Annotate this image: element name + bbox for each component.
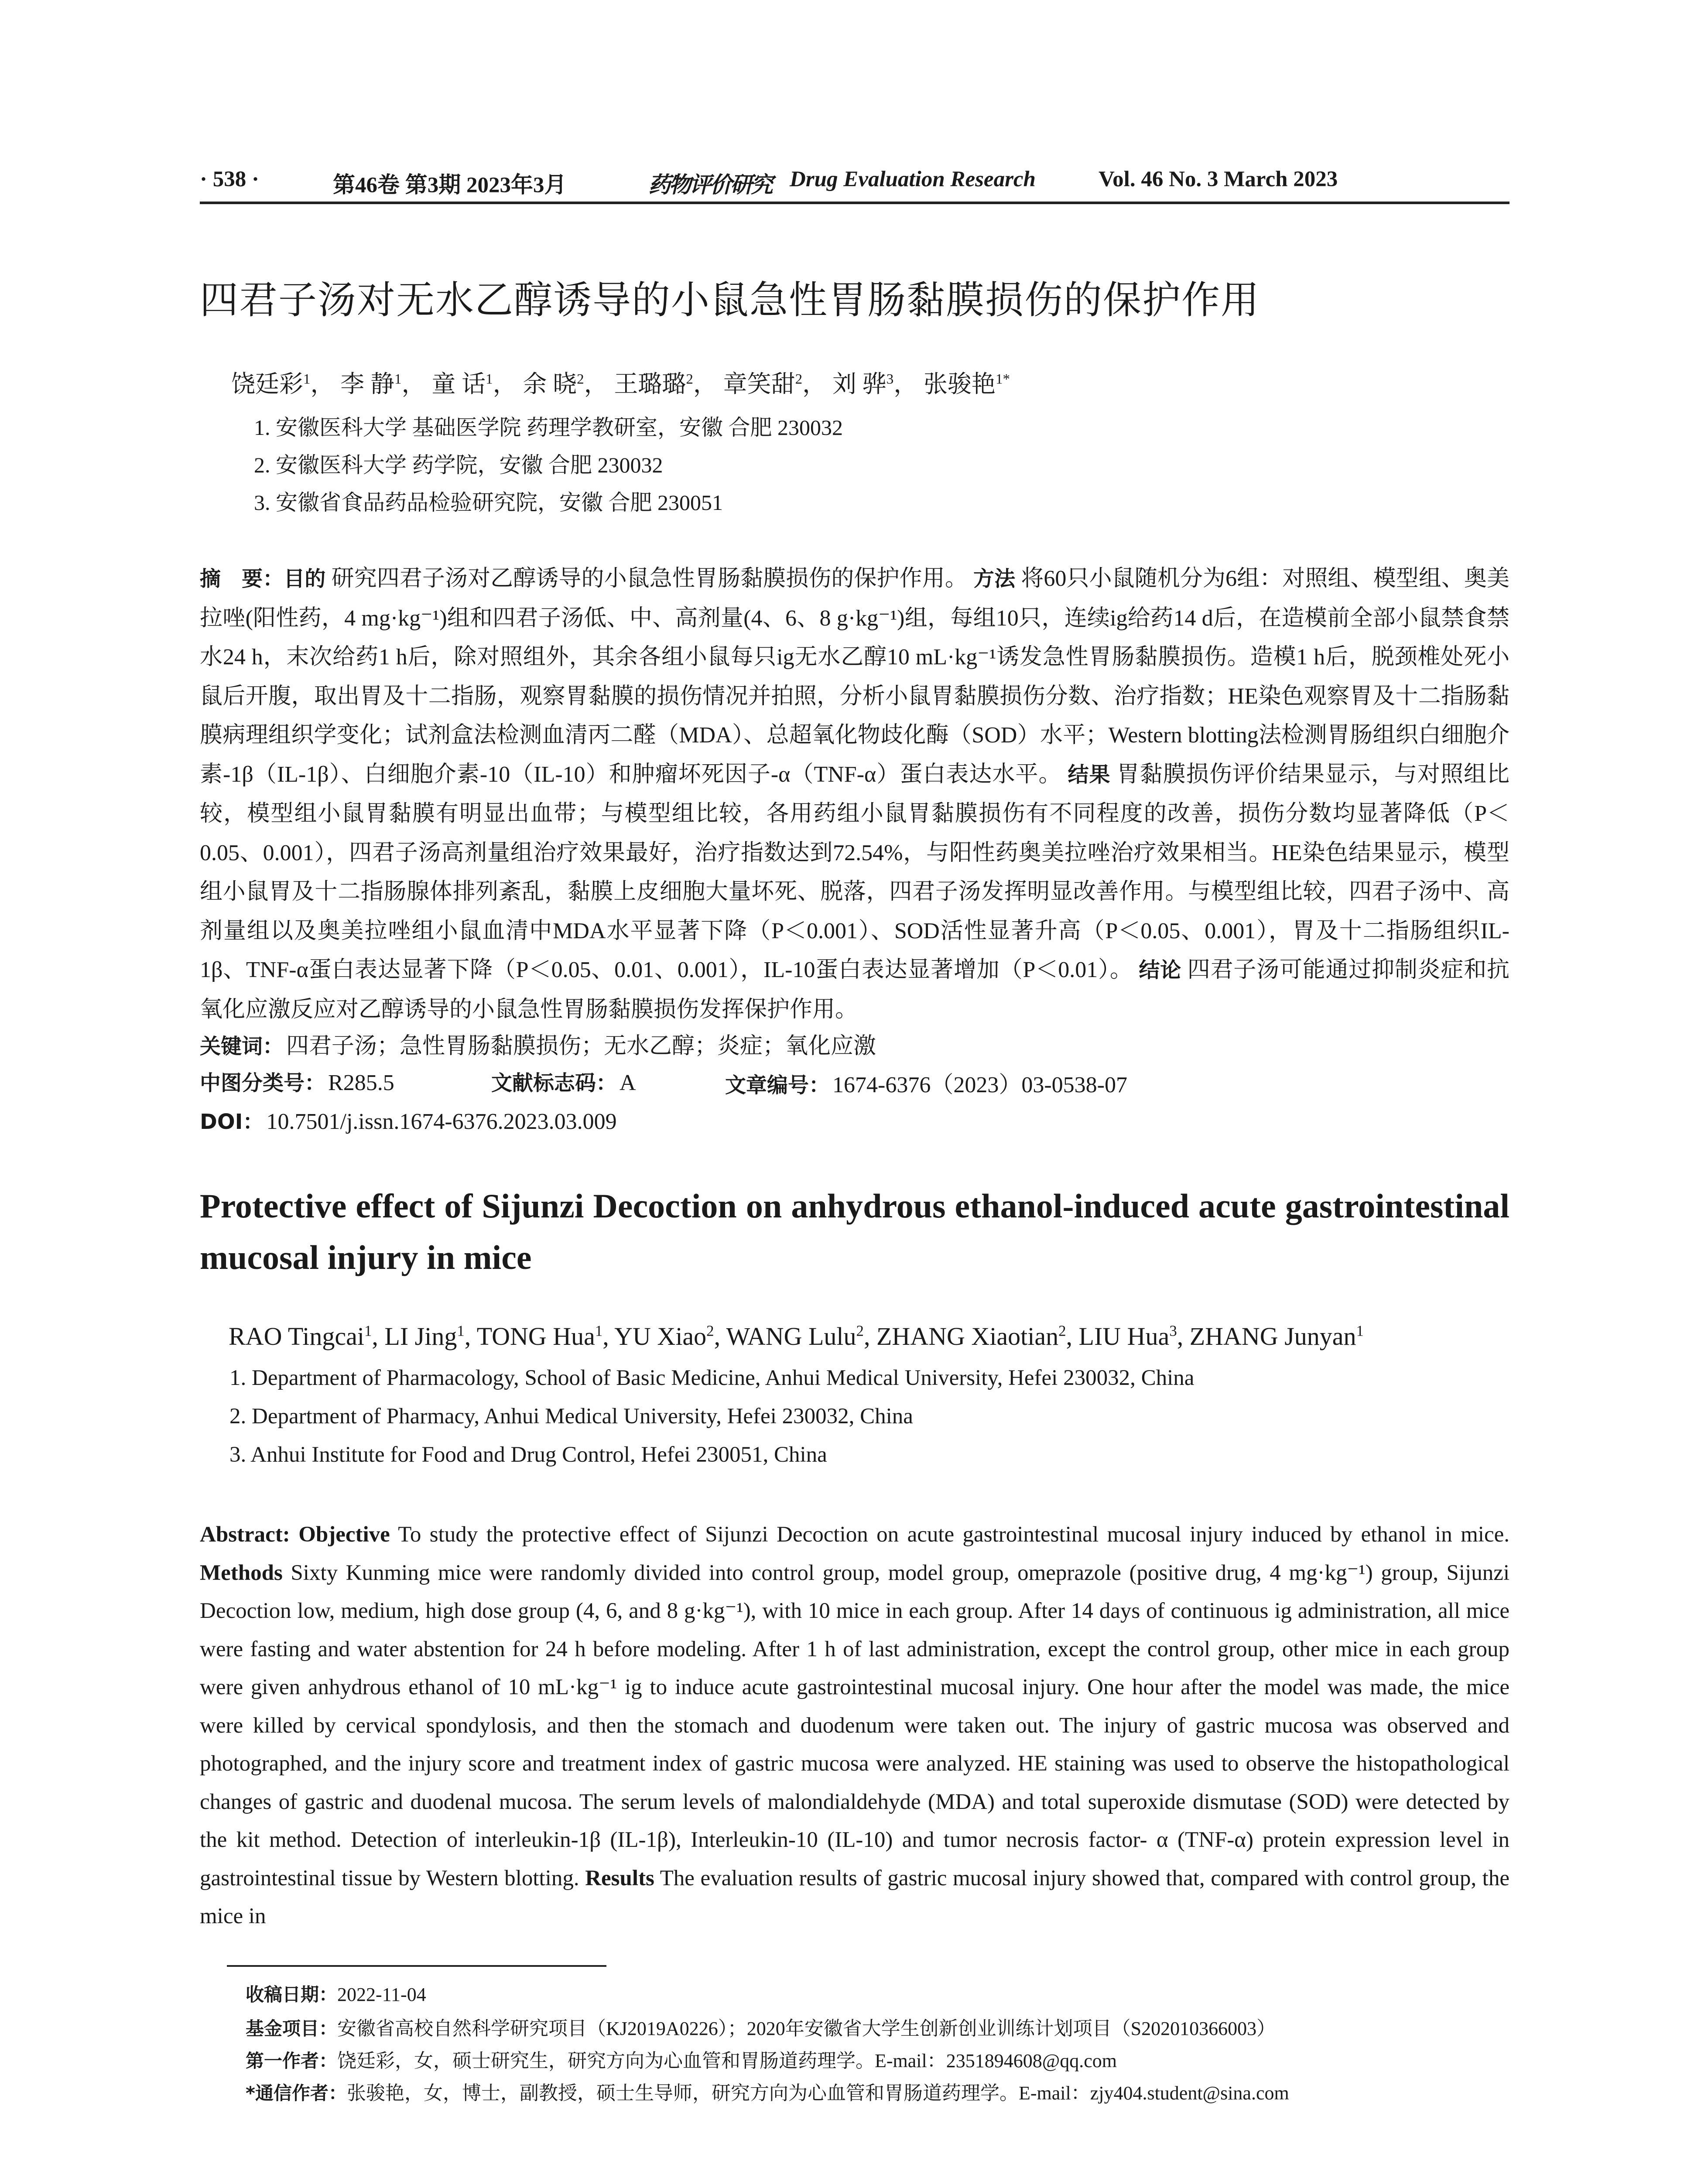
footnote-fund [246,2013,1276,2041]
author-en: RAO Tingcai [229,1322,365,1350]
running-header [200,167,1509,202]
author-cn: 王璐璐 [614,371,686,397]
author-en: LIU Hua [1078,1322,1170,1350]
methods-label-cn: 方法 [973,567,1016,591]
author-sup: 1 [364,1322,372,1340]
methods-label-en: Methods [200,1560,283,1585]
journal-logo: 药物评价研究 [648,172,772,198]
author-sup: 1 [595,1322,603,1340]
methods-text-en: Sixty Kunming mice were randomly divided into control group, model group, omeprazole (positive drug, 4 mg·kg⁻¹) group, Sijunzi Decoction low, medium, high dose group (4, 6, and 8 g·kg⁻¹), with 10 mice in each group. After 14 days of continuous ig administration, all mice were fasting and water abstention for 24 h before modeling. After 1 h of last administration, except the control group, other mice in each group were given anhydrous ethanol of 10 mL·kg⁻¹ ig to induce acute gastrointestinal mucosal injury. One hour after the model was made, the mice were killed by cervical spondylosis, and then the stomach and duodenum were taken out. The injury of gastric mucosa was observed and photographed, and the injury score and treatment index of gastric mucosa were analyzed. HE staining was used to observe the histopathological changes of gastric and duodenal mucosa. The serum levels of malondialdehyde (MDA) and total superoxide dismutase (SOD) were detected by the kit method. Detection of interleukin-1β (IL-1β), Interleukin-10 (IL-10) and tumor necrosis factor- α (TNF-α) protein expression level in gastrointestinal tissue by Western blotting. [200,1560,1510,1890]
author-sup: 1 [394,371,402,387]
footnote-first-author [246,2045,1117,2073]
author-sup: 3 [1169,1322,1177,1340]
first-author-text: 饶廷彩，女，硕士研究生，研究方向为心血管和胃肠道药理学。E-mail：2351894608@qq.com [337,2050,1117,2072]
author-sup: 3 [886,371,894,387]
affiliation-en: 3. Anhui Institute for Food and Drug Control, Hefei 230051, China [229,1443,827,1467]
results-text-en: The evaluation results of gastric mucosal injury showed that, compared with control group, the mice in [200,1866,1509,1928]
objective-label-en: Objective [298,1522,390,1547]
author-sup: 2 [577,371,584,387]
author-en: ZHANG Xiaotian [876,1322,1059,1350]
objective-text-cn: 研究四君子汤对乙醇诱导的小鼠急性胃肠黏膜损伤的保护作用。 [331,566,968,591]
footnote-rule [227,1965,606,1967]
methods-text-cn: 将60只小鼠随机分为6组：对照组、模型组、奥美拉唑(阳性药，4 mg·kg⁻¹)组和四君子汤低、中、高剂量(4、6、8 g·kg⁻¹)组，每组10只，连续ig给药14 d后，在造模前全部小鼠禁食禁水24 h，末次给药1 h后，除对照组外，其余各组小鼠每只ig无水乙醇10 mL·kg⁻¹诱发急性胃肠黏膜损伤。造模1 h后，脱颈椎处死小鼠后开腹，取出胃及十二指肠，观察胃黏膜的损伤情况并拍照，分析小鼠胃黏膜损伤分数、治疗指数；HE染色观察胃及十二指肠黏膜病理组织学变化；试剂盒法检测血清丙二醛（MDA）、总超氧化物歧化酶（SOD）水平；Western blotting法检测胃肠组织白细胞介素-1β（IL-1β）、白细胞介素-10（IL-10）和肿瘤坏死因子-α（TNF-α）蛋白表达水平。 [200,566,1510,787]
footnote-received [246,1980,426,2007]
author-en: ZHANG Junyan [1189,1322,1356,1350]
keywords-line [200,1027,876,1060]
doc-code-line [491,1066,636,1096]
doc-code-value: A [620,1070,636,1095]
title-cn: 四君子汤对无水乙醇诱导的小鼠急性胃肠黏膜损伤的保护作用 [200,277,1260,322]
author-sup: 1 [457,1322,465,1340]
doi-value: 10.7501/j.issn.1674-6376.2023.03.009 [266,1109,617,1134]
author-en: YU Xiao [614,1322,707,1350]
author-cn: 饶廷彩 [231,371,304,397]
classification-line [200,1066,394,1096]
article-no-value: 1674-6376（2023）03-0538-07 [832,1073,1127,1097]
abstract-en [200,1516,1509,1936]
conclusion-text-cn: 四君子汤可能通过抑制炎症和抗氧化应激反应对乙醇诱导的小鼠急性胃肠黏膜损伤发挥保护作用。 [200,957,1510,1022]
results-text-cn: 胃黏膜损伤评价结果显示，与对照组比较，模型组小鼠胃黏膜有明显出血带；与模型组比较，各用药组小鼠胃黏膜损伤有不同程度的改善，损伤分数均显著降低（P＜0.05、0.001），四君子汤高剂量组治疗效果最好，治疗指数达到72.54%，与阳性药奥美拉唑治疗效果相当。HE染色结果显示，模型组小鼠胃及十二指肠腺体排列紊乱，黏膜上皮细胞大量坏死、脱落，四君子汤发挥明显改善作用。与模型组比较，四君子汤中、高剂量组以及奥美拉唑组小鼠血清中MDA水平显著下降（P＜0.001）、SOD活性显著升高（P＜0.05、0.001），胃及十二指肠组织IL-1β、TNF-α蛋白表达显著下降（P＜0.05、0.01、0.001），IL-10蛋白表达显著增加（P＜0.01）。 [200,762,1510,982]
issue-en: Vol. 46 No. 3 March 2023 [1099,167,1338,191]
author-sup: 1* [995,371,1010,387]
author-cn: 刘 骅 [832,371,887,397]
author-cn: 余 晓 [523,371,577,397]
page-number: · 538 · [200,167,260,191]
author-cn: 张骏艳 [923,371,996,397]
first-author-label: 第一作者： [246,2050,338,2072]
header-rule [200,202,1509,204]
clc-label: 中图分类号： [200,1071,326,1095]
affiliation-cn: 3. 安徽省食品药品检验研究院，安徽 合肥 230051 [254,490,723,515]
footnote-corresponding [246,2077,1289,2105]
objective-text-en: To study the protective effect of Sijunzi Decoction on acute gastrointestinal mucosal injury induced by ethanol in mice. [398,1522,1509,1547]
article-no-label: 文章编号： [725,1073,830,1097]
doi-line [200,1105,617,1135]
title-en: Protective effect of Sijunzi Decoction on anhydrous ethanol-induced acute gastrointestinal mucosal injury in mice [200,1187,1509,1276]
author-en: TONG Hua [476,1322,595,1350]
author-sup: 2 [856,1322,864,1340]
affiliation-en: 1. Department of Pharmacology, School of Basic Medicine, Anhui Medical University, Hefei 230032, China [229,1366,1195,1390]
author-sup: 1 [303,371,311,387]
issue-cn: 第46卷 第3期 2023年3月 [333,173,567,198]
abstract-cn [200,559,1509,1029]
authors-en: RAO Tingcai$^1$, LI Jing$^1$, TONG Hua$^1$, YU Xiao$^2$, WANG Lulu$^2$, ZHANG Xiaotian$^2$, LIU Hua$^3$, ZHANG Junyan$^1$ [229,1322,1364,1350]
doi-label: DOI： [200,1110,264,1134]
author-sup: 2 [1058,1322,1066,1340]
corresponding-label: *通信作者： [246,2082,347,2104]
author-sup: 1 [1356,1322,1364,1340]
affiliation-cn: 2. 安徽医科大学 药学院，安徽 合肥 230032 [254,453,663,477]
affiliation-cn: 1. 安徽医科大学 基础医学院 药理学教研室，安徽 合肥 230032 [254,415,843,440]
author-en: WANG Lulu [726,1322,856,1350]
authors-cn: 饶廷彩$^1$， 李 静$^1$， 童 话$^1$， 余 晓$^2$， 王璐璐$^2$， 章笑甜$^2$， 刘 骅$^3$， 张骏艳$^{1*}$ [231,371,1010,397]
author-cn: 李 静 [340,371,395,397]
received-label: 收稿日期： [246,1984,338,2005]
article-no-line [725,1066,1127,1099]
abstract-label-cn: 摘 要： [200,567,284,591]
author-en: LI Jing [384,1322,457,1350]
author-sup: 2 [706,1322,714,1340]
abstract-label-en: Abstract: [200,1522,290,1547]
keywords: 四君子汤；急性胃肠黏膜损伤；无水乙醇；炎症；氧化应激 [286,1034,876,1059]
objective-label-cn: 目的 [284,567,326,591]
fund-text: 安徽省高校自然科学研究项目（KJ2019A0226）；2020年安徽省大学生创新创业训练计划项目（S202010366003） [337,2018,1276,2039]
conclusion-label-cn: 结论 [1139,958,1181,982]
author-sup: 2 [795,371,803,387]
author-sup: 2 [686,371,693,387]
keywords-label: 关键词： [200,1034,284,1059]
journal-name-en: Drug Evaluation Research [790,167,1036,191]
received-date: 2022-11-04 [337,1984,426,2005]
results-label-en: Results [585,1866,654,1890]
author-cn: 章笑甜 [723,371,795,397]
author-cn: 童 话 [431,371,486,397]
affiliation-en: 2. Department of Pharmacy, Anhui Medical University, Hefei 230032, China [229,1404,913,1429]
author-sup: 1 [486,371,493,387]
clc-value: R285.5 [328,1070,394,1095]
corresponding-text: 张骏艳，女，博士，副教授，硕士生导师，研究方向为心血管和胃肠道药理学。E-mail：zjy404.student@sina.com [346,2082,1289,2104]
fund-label: 基金项目： [246,2018,338,2039]
doc-code-label: 文献标志码： [491,1071,617,1095]
results-label-cn: 结果 [1068,762,1111,787]
